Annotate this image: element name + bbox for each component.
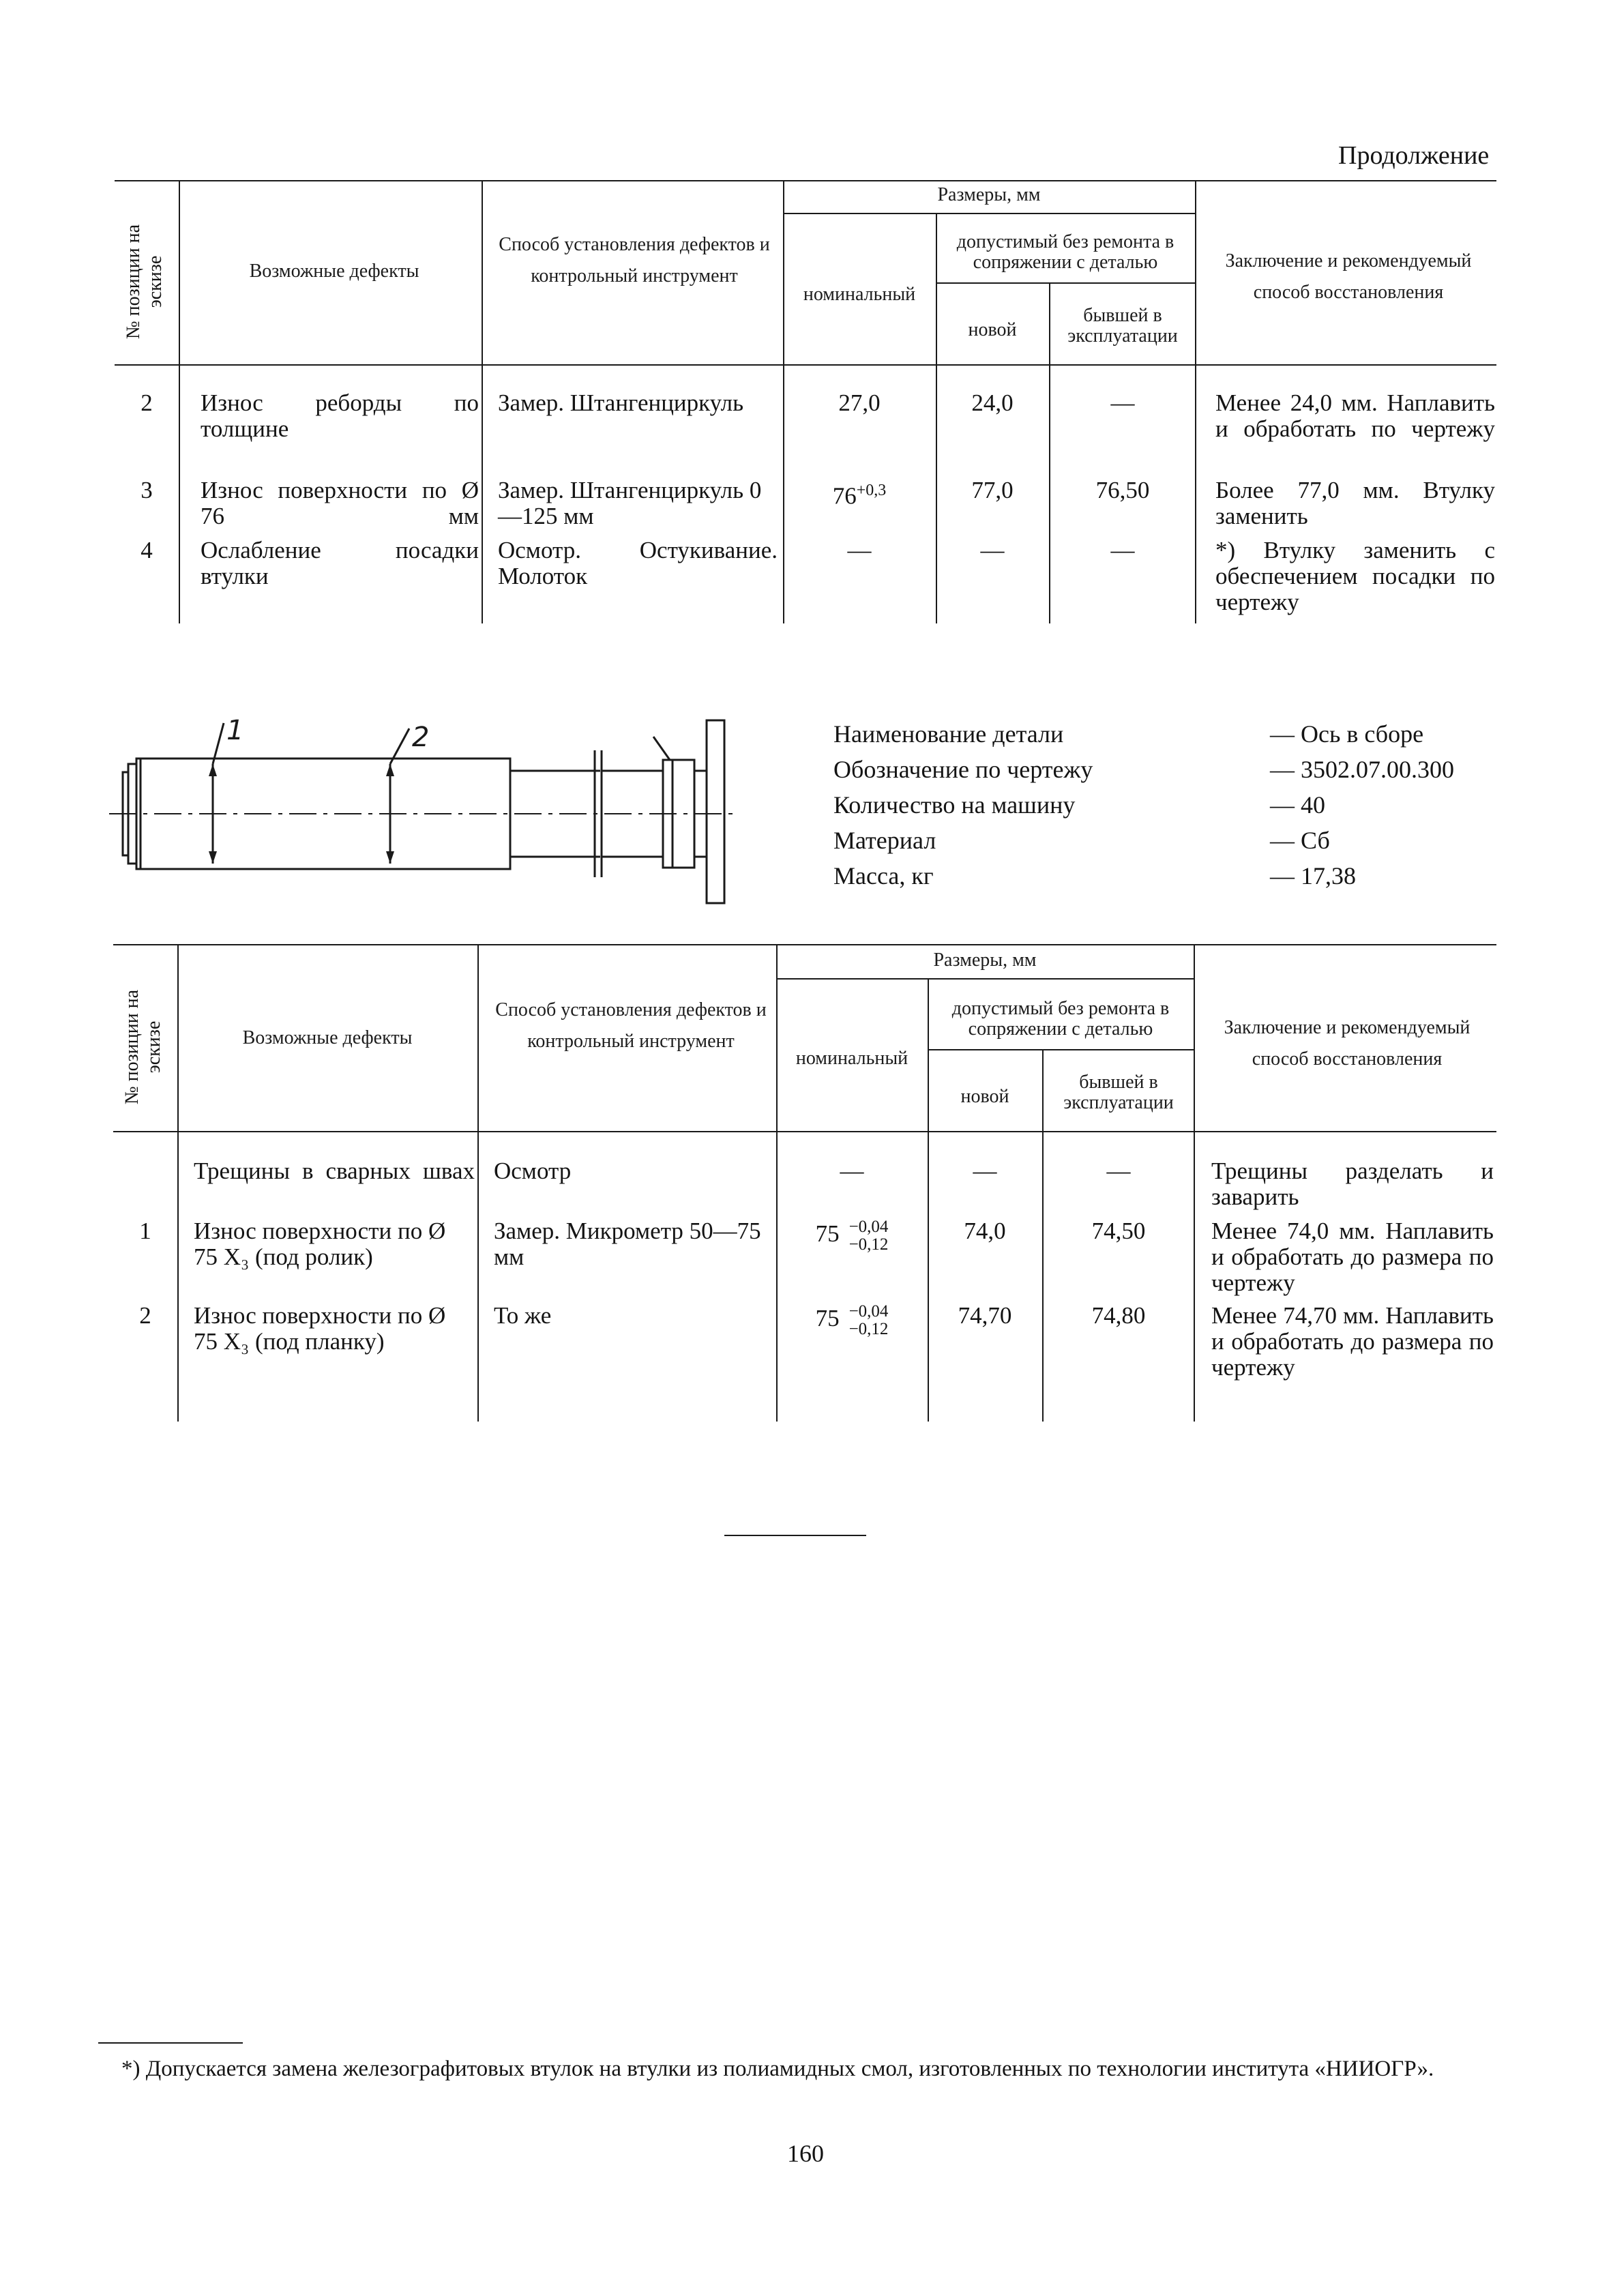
table2-row2-tol-upper: −0,04 [848,1218,889,1236]
header-used: бывшей в эксплуатации [1067,305,1178,347]
drawing-label-1: 1 [226,715,244,746]
header2-allowed: допустимый без ремонта в сопряжении с деталью [951,998,1170,1040]
header-nominal: номинальный [803,284,916,305]
part-mass-value: — 17,38 [1270,862,1356,889]
header2-conclusion: Заключение и рекомендуемый способ восстановления [1224,1017,1470,1070]
table2-row1-used: — [1106,1158,1131,1184]
drawing-label-2: 2 [412,722,430,753]
table2-row3-method: То же [494,1302,552,1329]
table1-row3-pos: 4 [141,537,153,563]
table2-row3-nominal-value: 75 [815,1305,840,1332]
table2-row2-pos: 1 [139,1218,151,1244]
table1-row2-nominal-value: 76 [832,482,857,510]
section-separator [724,1535,866,1536]
header2-method: Способ установления дефектов и контрольный инструмент [495,999,767,1052]
header-defects: Возможные дефекты [249,261,419,282]
table1-row2-conclusion: Более 77,0 мм. Втулку заменить [1215,477,1495,529]
table2-row1-method: Осмотр [494,1158,572,1184]
page-number: 160 [787,2140,824,2167]
table2-row1-new: — [973,1158,997,1184]
table2-row2-used: 74,50 [1091,1218,1146,1244]
leader-3 [653,737,670,760]
table1-row2-defect: Износ поверхности по Ø 76 мм [201,477,479,529]
part-designation-label: Обозначение по чертежу [833,756,1093,783]
header-position: № позиции на эскизе [123,224,166,340]
footnote: *) Допускается замена железографитовых втулок на втулки из полиамидных смол, изготовленных по технологии института «НИИОГР». [121,2057,1434,2081]
table1-row3-method: Осмотр. Остукивание. Молоток [498,537,778,589]
table2-row3-new: 74,70 [958,1302,1012,1329]
table2-row1-defect: Трещины в сварных швах [194,1158,475,1184]
table1-row1-new: 24,0 [971,389,1014,416]
table1-row1-conclusion: Менее 24,0 мм. Наплавить и обработать по чертежу [1215,389,1495,442]
part-material-value: — Сб [1270,827,1330,854]
table1-row1-pos: 2 [141,389,153,416]
table1-row1-nominal: 27,0 [838,389,881,416]
header2-used: бывшей в эксплуатации [1063,1072,1174,1113]
table1-row3-defect: Ослабление посадки втулки [201,537,479,589]
footnote-rule [98,2042,243,2044]
table2-row2-tol-lower: −0,12 [848,1235,889,1254]
table2-row3-pos: 2 [139,1302,151,1329]
header-method: Способ установления дефектов и контрольный инструмент [499,234,770,286]
table2-row2-nominal [778,1218,926,1254]
table2-row3-tol-lower: −0,12 [848,1320,889,1338]
table2-row3-used: 74,80 [1091,1302,1146,1329]
part-qty-label: Количество на машину [833,791,1076,819]
header-sizes: Размеры, мм [937,184,1041,205]
header-allowed: допустимый без ремонта в сопряжении с деталью [956,231,1174,273]
table1-row2-nominal-tolerance: +0,3 [856,482,887,499]
table1-row2-nominal [784,477,934,510]
header-conclusion: Заключение и рекомендуемый способ восстановления [1225,250,1472,303]
part-qty-value: — 40 [1270,791,1325,819]
table2-row1-conclusion: Трещины разделать и заварить [1211,1158,1494,1210]
table2-row2-new: 74,0 [964,1218,1006,1244]
table2-row2-conclusion: Менее 74,0 мм. Наплавить и обработать до размера по чертежу [1211,1218,1494,1296]
table2-row2-defect: Износ поверхности по Ø 75 Х₃ (под ролик) [194,1218,446,1270]
part-designation-value: — 3502.07.00.300 [1270,756,1454,783]
table1-row3-nominal: — [847,537,872,563]
part-material-label: Материал [833,827,936,854]
table1-row3-new: — [980,537,1005,563]
table1-row3-conclusion: *) Втулку заменить с обеспечением посадки по чертежу [1215,537,1495,615]
table1-row1-defect: Износ реборды по толщине [201,389,479,442]
header2-defects: Возможные дефекты [242,1027,413,1048]
table2-row3-defect: Износ поверхности по Ø 75 Х₃ (под планку) [194,1302,446,1355]
part-mass-label: Масса, кг [833,862,934,889]
table1-row3-used: — [1110,537,1135,563]
table2-row2-method: Замер. Микрометр 50—75 мм [494,1218,761,1270]
table2-row3-tol-upper: −0,04 [848,1302,889,1321]
header-new: новой [968,319,1017,340]
table2-row2-nominal-value: 75 [815,1220,840,1248]
part-name-value: — Ось в сборе [1270,720,1424,748]
table1-row1-used: — [1110,389,1135,416]
table2-row1-nominal: — [840,1158,864,1184]
table1-row2-method: Замер. Штангенциркуль 0—125 мм [498,477,762,529]
table2-row3-tolerance [849,1303,889,1338]
part-name-label: Наименование детали [833,720,1064,748]
axle-drawing [109,709,757,914]
header2-sizes: Размеры, мм [933,950,1037,971]
table1-row2-new: 77,0 [971,477,1014,503]
table2-row3-nominal [778,1303,926,1338]
header2-new: новой [960,1086,1009,1107]
table1-row2-pos: 3 [141,477,153,503]
drawing-flange [707,720,724,903]
header2-position: № позиции на эскизе [121,989,164,1105]
table1-row2-used: 76,50 [1095,477,1150,503]
table2-row3-conclusion: Менее 74,70 мм. Наплавить и обработать до размера по чертежу [1211,1302,1494,1381]
header2-nominal: номинальный [795,1048,908,1069]
table1-row1-method: Замер. Штангенциркуль [498,389,744,416]
table2-row2-tolerance [849,1218,889,1254]
continuation-label: Продолжение [1338,141,1490,170]
